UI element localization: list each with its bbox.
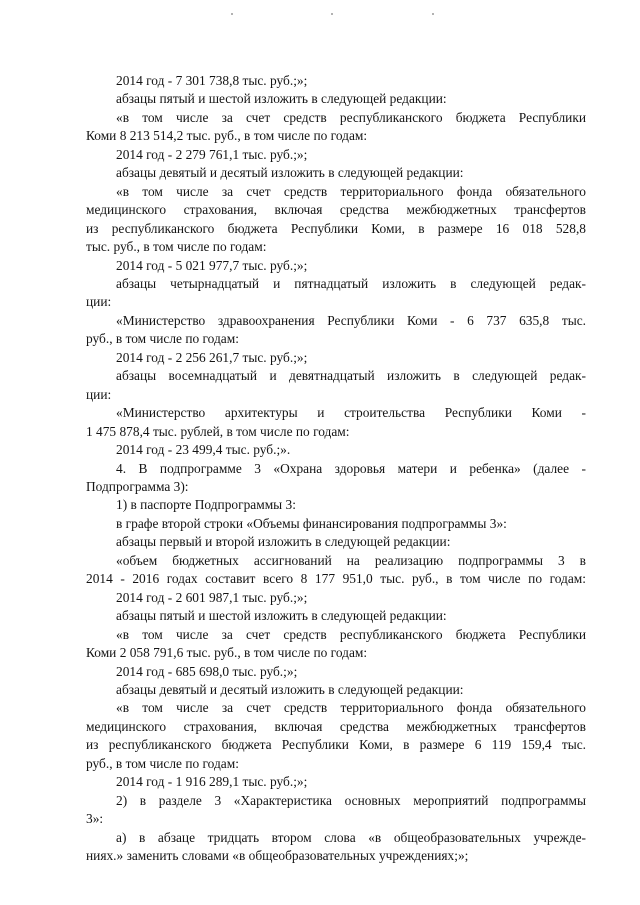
text-line: 1) в паспорте Подпрограммы 3: — [116, 497, 296, 513]
text-line: «объем бюджетных ассигнований на реализацию подпрограммы 3 в — [116, 552, 586, 568]
text-line: 1 475 878,4 тыс. рублей, в том числе по годам: — [86, 423, 350, 439]
text-line: «Министерство здравоохранения Республики Коми - 6 737 635,8 тыс. — [116, 312, 586, 328]
scan-speck — [432, 13, 434, 15]
text-line: ции: — [86, 386, 112, 402]
text-line: ниях.» заменить словами «в общеобразовательных учреждениях;»; — [86, 848, 469, 864]
document-body — [86, 72, 586, 865]
text-line: ции: — [86, 294, 112, 310]
text-line: в графе второй строки «Объемы финансирования подпрограммы 3»: — [116, 515, 507, 531]
text-line: 2014 год - 2 601 987,1 тыс. руб.;»; — [116, 589, 308, 605]
text-line: «в том числе за счет средств территориального фонда обязательного — [116, 183, 586, 199]
text-line: Коми 2 058 791,6 тыс. руб., в том числе по годам: — [86, 645, 368, 661]
text-line: 3»: — [86, 811, 104, 827]
text-line: абзацы девятый и десятый изложить в следующей редакции: — [116, 681, 464, 697]
text-line: 2014 год - 685 698,0 тыс. руб.;»; — [116, 663, 298, 679]
text-line: тыс. руб., в том числе по годам: — [86, 239, 267, 255]
text-line: «в том числе за счет средств республиканского бюджета Республики — [116, 626, 586, 642]
text-line: абзацы девятый и десятый изложить в следующей редакции: — [116, 165, 464, 181]
text-line: 2014 год - 2 279 761,1 тыс. руб.;»; — [116, 146, 308, 162]
text-line: руб., в том числе по годам: — [86, 331, 239, 347]
text-line: 2014 год - 2 256 261,7 тыс. руб.;»; — [116, 349, 308, 365]
text-line: 2014 год - 23 499,4 тыс. руб.;». — [116, 442, 291, 458]
text-line: абзацы четырнадцатый и пятнадцатый изложить в следующей редак- — [116, 275, 586, 291]
text-line: из республиканского бюджета Республики Коми, в размере 6 119 159,4 тыс. — [86, 737, 586, 753]
text-line: 2014 год - 1 916 289,1 тыс. руб.;»; — [116, 774, 308, 790]
text-line: 4. В подпрограмме 3 «Охрана здоровья матери и ребенка» (далее - — [116, 460, 586, 476]
text-line: руб., в том числе по годам: — [86, 755, 239, 771]
text-line: абзацы пятый и шестой изложить в следующей редакции: — [116, 608, 447, 624]
text-line: 2) в разделе 3 «Характеристика основных мероприятий подпрограммы — [116, 792, 586, 808]
text-line: медицинского страхования, включая средства межбюджетных трансфертов — [86, 718, 586, 734]
text-line: а) в абзаце тридцать втором слова «в общеобразовательных учрежде- — [116, 829, 586, 845]
scan-speck — [231, 13, 233, 15]
text-line: абзацы восемнадцатый и девятнадцатый изложить в следующей редак- — [116, 368, 586, 384]
text-line: Коми 8 213 514,2 тыс. руб., в том числе по годам: — [86, 128, 368, 144]
text-line: 2014 год - 5 021 977,7 тыс. руб.;»; — [116, 257, 308, 273]
text-line: из республиканского бюджета Республики Коми, в размере 16 018 528,8 — [86, 220, 586, 236]
scan-speck — [331, 13, 333, 15]
text-line: абзацы первый и второй изложить в следующей редакции: — [116, 534, 451, 550]
text-line: «Министерство архитектуры и строительства Республики Коми - — [116, 405, 586, 421]
text-line: абзацы пятый и шестой изложить в следующей редакции: — [116, 91, 447, 107]
text-line: 2014 год - 7 301 738,8 тыс. руб.;»; — [116, 73, 308, 88]
text-line: Подпрограмма 3): — [86, 478, 189, 494]
text-line: «в том числе за счет средств территориального фонда обязательного — [116, 700, 586, 716]
text-line: медицинского страхования, включая средства межбюджетных трансфертов — [86, 202, 586, 218]
text-line: 2014 - 2016 годах составит всего 8 177 951,0 тыс. руб., в том числе по годам: — [86, 571, 586, 587]
text-line: «в том числе за счет средств республиканского бюджета Республики — [116, 109, 586, 125]
